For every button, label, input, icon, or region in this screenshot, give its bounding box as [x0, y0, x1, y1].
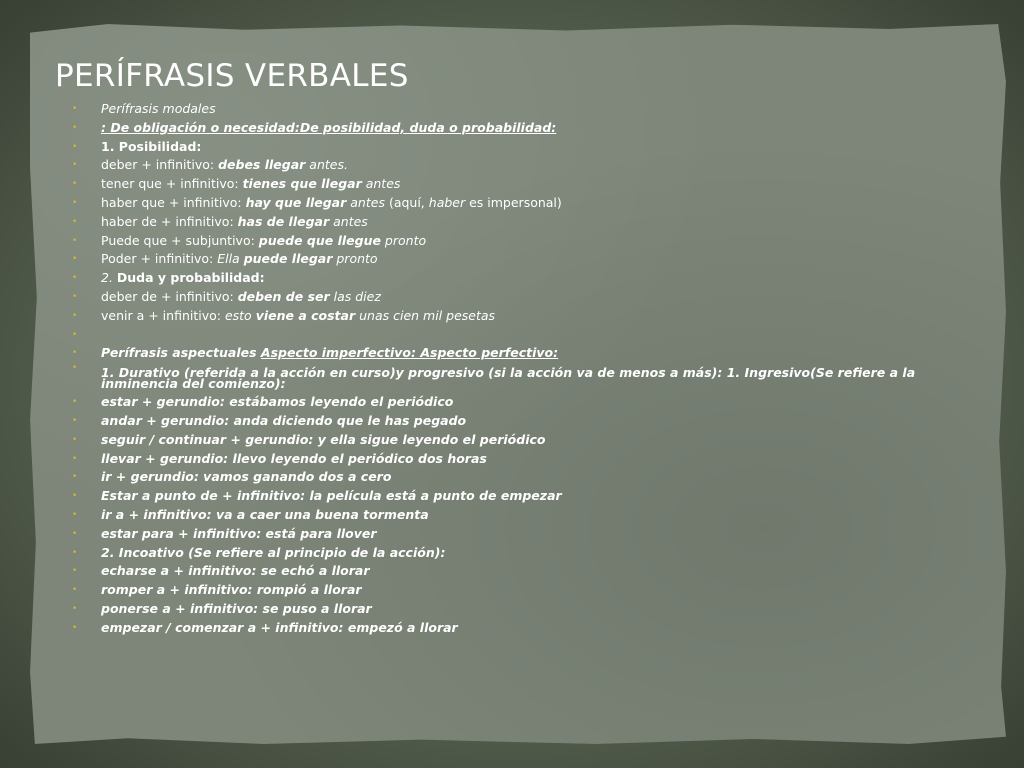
bullet-text: (aquí,: [384, 194, 429, 210]
bullet-text: seguir / continuar + gerundio: y ella sigue leyendo el periódico: [101, 431, 546, 447]
bullet-item: [72, 269, 932, 288]
bullet-text: tener que + infinitivo:: [101, 176, 243, 192]
bullet-dot-icon: •: [72, 179, 78, 190]
bullet-dot-icon: •: [72, 216, 78, 227]
bullet-item: [72, 412, 932, 431]
bullet-dot-icon: •: [72, 348, 78, 359]
bullet-item: [72, 344, 932, 363]
bullet-dot-icon: •: [72, 273, 78, 284]
slide-title: PERÍFRASIS VERBALES: [55, 58, 409, 94]
bullet-item: [72, 138, 932, 157]
bullet-text: puede que llegue: [258, 232, 381, 248]
bullet-text: andar + gerundio: anda diciendo que le has pegado: [101, 412, 467, 428]
bullet-item: [72, 288, 932, 307]
bullet-text: Ella: [217, 251, 244, 267]
bullet-text: estar para + infinitivo: está para llover: [101, 525, 377, 541]
bullet-dot-icon: •: [72, 329, 78, 340]
bullet-text: hay que llegar: [245, 194, 347, 210]
bullet-text: 2. Incoativo (Se refiere al principio de la acción):: [101, 544, 446, 560]
bullet-dot-icon: •: [72, 547, 78, 558]
bullet-text: haber que + infinitivo:: [101, 194, 246, 210]
bullet-text: deber de + infinitivo:: [101, 288, 238, 304]
bullet-item: [72, 250, 932, 269]
bullet-item: [72, 431, 932, 450]
bullet-item: [72, 175, 932, 194]
bullet-item: [72, 581, 932, 600]
bullet-dot-icon: •: [72, 291, 78, 302]
bullet-dot-icon: •: [72, 122, 78, 133]
bullet-text: empezar / comenzar a + infinitivo: empezó a llorar: [101, 619, 458, 635]
bullet-text: es impersonal): [465, 194, 562, 210]
bullet-text: Puede que + subjuntivo:: [101, 232, 259, 248]
bullet-text: : De obligación o necesidad:De posibilidad, duda o probabilidad:: [101, 119, 557, 135]
bullet-dot-icon: •: [72, 415, 78, 426]
bullet-text: Perífrasis modales: [101, 101, 216, 116]
bullet-item: [72, 544, 932, 563]
bullet-text: antes.: [305, 157, 348, 173]
bullet-item: [72, 468, 932, 487]
bullet-dot-icon: •: [72, 603, 78, 614]
bullet-item: [72, 232, 932, 251]
bullet-text: haber de + infinitivo:: [101, 213, 238, 229]
bullet-dot-icon: •: [72, 622, 78, 633]
bullet-text: antes: [346, 194, 385, 210]
bullet-text: pronto: [380, 232, 427, 248]
bullet-text: unas cien mil pesetas: [355, 307, 496, 323]
bullet-text: estar + gerundio: estábamos leyendo el periódico: [101, 394, 454, 410]
bullet-text: 2.: [101, 270, 117, 286]
bullet-item: [72, 156, 932, 175]
bullet-dot-icon: •: [72, 566, 78, 577]
bullet-dot-icon: •: [72, 235, 78, 246]
bullet-dot-icon: •: [72, 254, 78, 265]
bullet-item: [72, 119, 932, 138]
bullet-text: antes: [361, 176, 401, 192]
bullet-item: [72, 600, 932, 619]
bullet-dot-icon: •: [72, 141, 78, 152]
bullet-list: [72, 100, 932, 638]
bullet-dot-icon: •: [72, 197, 78, 208]
bullet-item: [72, 307, 932, 326]
bullet-item: [72, 393, 932, 412]
bullet-text: llevar + gerundio: llevo leyendo el periódico dos horas: [101, 450, 487, 466]
bullet-item: [72, 194, 932, 213]
bullet-dot-icon: •: [72, 434, 78, 445]
bullet-text: Perífrasis aspectuales: [101, 345, 261, 361]
bullet-text: haber: [428, 194, 466, 210]
bullet-text: deben de ser: [237, 288, 330, 304]
bullet-text: ir + gerundio: vamos ganando dos a cero: [101, 469, 392, 485]
bullet-item: [72, 487, 932, 506]
bullet-dot-icon: •: [72, 585, 78, 596]
bullet-item: [72, 525, 932, 544]
bullet-text: puede llegar: [243, 251, 333, 267]
bullet-text: 1. Posibilidad:: [101, 138, 202, 154]
bullet-text: viene a costar: [255, 307, 356, 323]
bullet-text: las diez: [329, 288, 381, 304]
bullet-item: [72, 326, 932, 345]
bullet-dot-icon: •: [72, 528, 78, 539]
bullet-item: [72, 450, 932, 469]
bullet-item: [72, 562, 932, 581]
bullet-text: Poder + infinitivo:: [101, 251, 218, 267]
bullet-item: [72, 213, 932, 232]
bullet-text: Duda y probabilidad:: [116, 270, 265, 286]
bullet-text: deber + infinitivo:: [101, 157, 219, 173]
bullet-text: 1. Durativo (referida a la acción en curso)y progresivo (si la acción va de menos a más): 1. Ingresivo(Se refiere a la inminencia del comienzo):: [101, 365, 916, 392]
bullet-text: tienes que llegar: [242, 176, 362, 192]
bullet-dot-icon: •: [72, 104, 78, 114]
bullet-text: antes: [329, 213, 368, 229]
bullet-text: ir a + infinitivo: va a caer una buena tormenta: [101, 506, 429, 522]
bullet-text: has de llegar: [237, 213, 330, 229]
bullet-item: [72, 100, 932, 119]
bullet-text: echarse a + infinitivo: se echó a llorar: [101, 563, 370, 579]
bullet-item: [72, 619, 932, 638]
bullet-text: venir a + infinitivo:: [101, 307, 225, 323]
bullet-text: romper a + infinitivo: rompió a llorar: [101, 582, 362, 598]
bullet-text: Estar a punto de + infinitivo: la película está a punto de empezar: [101, 488, 562, 504]
bullet-dot-icon: •: [72, 491, 78, 502]
bullet-text: Aspecto imperfectivo: Aspecto perfectivo:: [260, 345, 559, 361]
bullet-dot-icon: •: [72, 453, 78, 464]
bullet-dot-icon: •: [72, 509, 78, 520]
bullet-text: ponerse a + infinitivo: se puso a llorar: [101, 600, 372, 616]
bullet-item: [72, 506, 932, 525]
bullet-text: pronto: [332, 251, 378, 267]
bullet-text: esto: [224, 307, 256, 323]
bullet-text: debes llegar: [218, 157, 306, 173]
bullet-dot-icon: •: [72, 472, 78, 483]
bullet-dot-icon: •: [72, 397, 78, 408]
bullet-dot-icon: •: [72, 160, 78, 171]
bullet-item: [72, 363, 932, 393]
bullet-dot-icon: •: [72, 363, 78, 374]
bullet-dot-icon: •: [72, 310, 78, 321]
